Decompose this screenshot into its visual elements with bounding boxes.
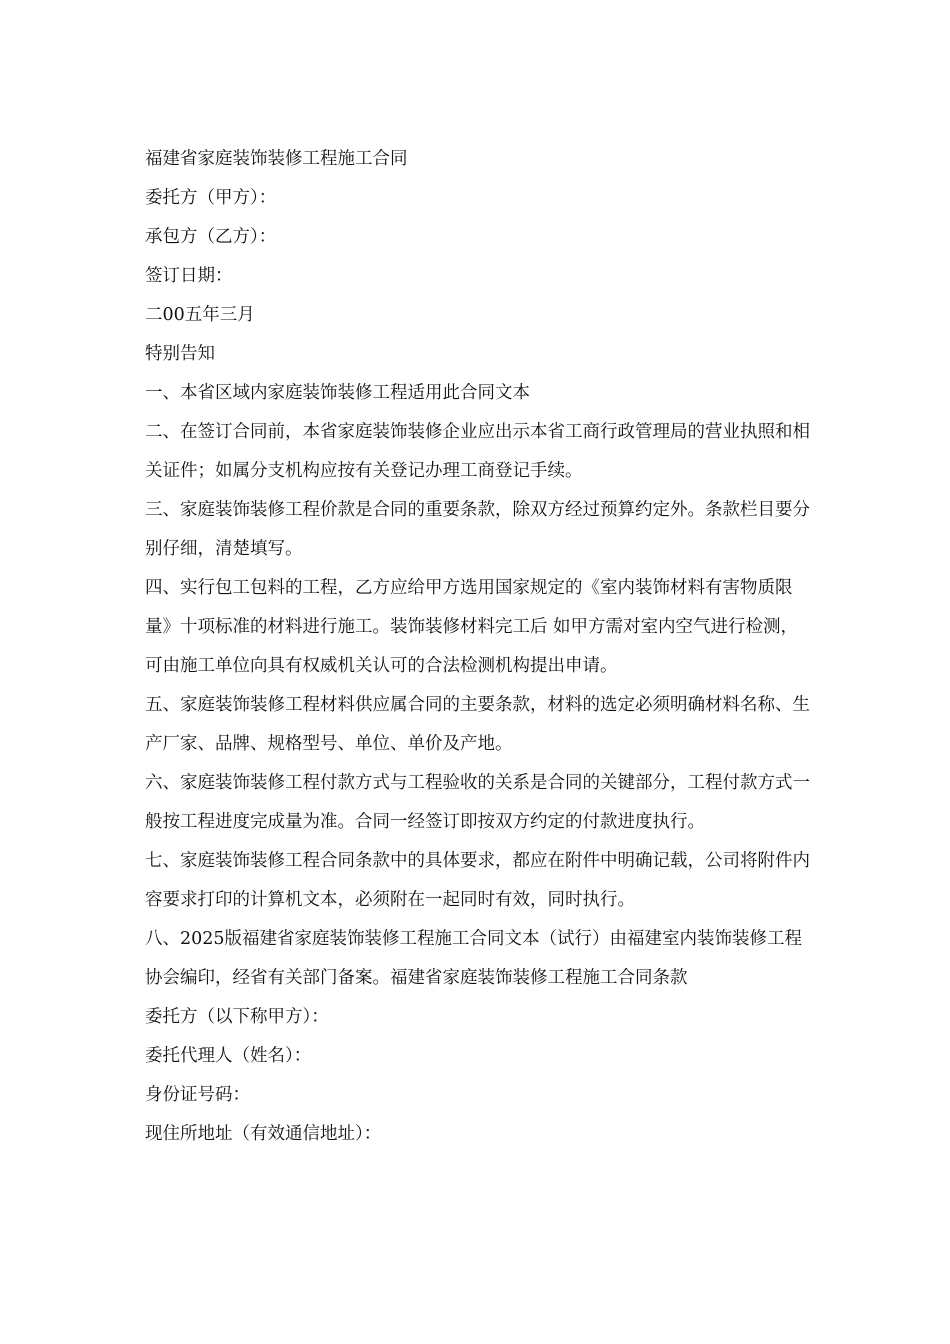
- edition-date: 二00五年三月: [145, 305, 255, 325]
- notice-item-7: 七、家庭装饰装修工程合同条款中的具体要求，都应在附件中明确记载，公司将附件内容要求打印的计算机文本，必须附在一起同时有效，同时执行。: [145, 851, 810, 910]
- notice-item-6: 六、家庭装饰装修工程付款方式与工程验收的关系是合同的关键部分，工程付款方式一般按工程进度完成量为准。合同一经签订即按双方约定的付款进度执行。: [145, 773, 810, 832]
- field-id-number: 身份证号码：: [145, 1085, 250, 1105]
- notice-heading: 特别告知: [145, 344, 215, 364]
- notice-item-5: 五、家庭装饰装修工程材料供应属合同的主要条款，材料的选定必须明确材料名称、生产厂家、品牌、规格型号、单位、单价及产地。: [145, 695, 810, 754]
- signing-date-line: 签订日期：: [145, 266, 233, 286]
- field-agent: 委托代理人（姓名）：: [145, 1046, 312, 1066]
- field-client: 委托方（以下称甲方）：: [145, 1007, 329, 1027]
- client-party-line: 委托方（甲方）：: [145, 188, 277, 208]
- notice-item-4: 四、实行包工包料的工程，乙方应给甲方选用国家规定的《室内装饰材料有害物质限量》十项标准的材料进行施工。装饰装修材料完工后 如甲方需对室内空气进行检测，可由施工单位向具有权威机关认可的合法检测机构提出申请。: [145, 578, 799, 676]
- field-address: 现住所地址（有效通信地址）：: [145, 1124, 382, 1144]
- contractor-party-line: 承包方（乙方）：: [145, 227, 277, 247]
- notice-item-3: 三、家庭装饰装修工程价款是合同的重要条款，除双方经过预算约定外。条款栏目要分别仔细，清楚填写。: [145, 500, 810, 559]
- document-title: 福建省家庭装饰装修工程施工合同: [145, 149, 408, 169]
- notice-item-8: 八、2025版福建省家庭装饰装修工程施工合同文本（试行）由福建室内装饰装修工程协会编印，经省有关部门备案。福建省家庭装饰装修工程施工合同条款: [145, 929, 803, 988]
- notice-item-1: 一、本省区域内家庭装饰装修工程适用此合同文本: [145, 383, 530, 403]
- notice-item-2: 二、在签订合同前，本省家庭装饰装修企业应出示本省工商行政管理局的营业执照和相关证件；如属分支机构应按有关登记办理工商登记手续。: [145, 422, 810, 481]
- document-body: [145, 140, 810, 1154]
